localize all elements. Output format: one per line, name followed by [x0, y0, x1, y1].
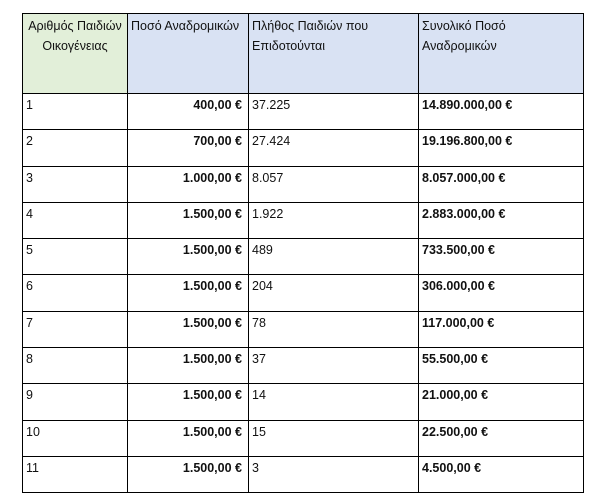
table-row [23, 166, 584, 202]
cell-children-subsidized: 1.922 [249, 202, 419, 238]
cell-children-count: 9 [23, 384, 128, 420]
cell-children-count: 8 [23, 348, 128, 384]
benefits-table [22, 13, 584, 493]
cell-amount: 1.000,00 € [128, 166, 249, 202]
header-total-amount: Συνολικό Ποσό Αναδρομικών [419, 14, 584, 94]
header-row [23, 14, 584, 94]
cell-children-subsidized: 15 [249, 420, 419, 456]
cell-amount: 1.500,00 € [128, 239, 249, 275]
cell-children-subsidized: 8.057 [249, 166, 419, 202]
table-row [23, 94, 584, 130]
header-amount: Ποσό Αναδρομικών [128, 14, 249, 94]
table-row [23, 348, 584, 384]
table-row [23, 384, 584, 420]
cell-amount: 1.500,00 € [128, 456, 249, 492]
table-row [23, 130, 584, 166]
cell-total-amount: 117.000,00 € [419, 311, 584, 347]
cell-children-subsidized: 3 [249, 456, 419, 492]
cell-total-amount: 8.057.000,00 € [419, 166, 584, 202]
cell-children-subsidized: 14 [249, 384, 419, 420]
cell-children-count: 3 [23, 166, 128, 202]
header-children-subsidized: Πλήθος Παιδιών που Επιδοτούνται [249, 14, 419, 94]
cell-total-amount: 14.890.000,00 € [419, 94, 584, 130]
cell-children-count: 1 [23, 94, 128, 130]
table-row [23, 202, 584, 238]
cell-children-count: 6 [23, 275, 128, 311]
table-row [23, 275, 584, 311]
cell-amount: 1.500,00 € [128, 311, 249, 347]
table-row [23, 456, 584, 492]
cell-total-amount: 4.500,00 € [419, 456, 584, 492]
cell-children-count: 7 [23, 311, 128, 347]
cell-amount: 1.500,00 € [128, 348, 249, 384]
table-row [23, 420, 584, 456]
cell-amount: 1.500,00 € [128, 384, 249, 420]
table-row [23, 239, 584, 275]
cell-total-amount: 733.500,00 € [419, 239, 584, 275]
cell-children-count: 5 [23, 239, 128, 275]
cell-total-amount: 22.500,00 € [419, 420, 584, 456]
cell-children-subsidized: 37 [249, 348, 419, 384]
cell-children-subsidized: 37.225 [249, 94, 419, 130]
cell-children-subsidized: 489 [249, 239, 419, 275]
cell-total-amount: 55.500,00 € [419, 348, 584, 384]
cell-total-amount: 2.883.000,00 € [419, 202, 584, 238]
cell-amount: 1.500,00 € [128, 202, 249, 238]
cell-total-amount: 306.000,00 € [419, 275, 584, 311]
cell-children-subsidized: 204 [249, 275, 419, 311]
header-children-count: Αριθμός Παιδιών Οικογένειας [23, 14, 128, 94]
cell-children-count: 11 [23, 456, 128, 492]
cell-total-amount: 21.000,00 € [419, 384, 584, 420]
cell-amount: 1.500,00 € [128, 420, 249, 456]
cell-amount: 1.500,00 € [128, 275, 249, 311]
cell-children-subsidized: 27.424 [249, 130, 419, 166]
cell-children-count: 2 [23, 130, 128, 166]
cell-children-count: 4 [23, 202, 128, 238]
table-row [23, 311, 584, 347]
cell-amount: 400,00 € [128, 94, 249, 130]
cell-total-amount: 19.196.800,00 € [419, 130, 584, 166]
cell-children-subsidized: 78 [249, 311, 419, 347]
cell-amount: 700,00 € [128, 130, 249, 166]
cell-children-count: 10 [23, 420, 128, 456]
